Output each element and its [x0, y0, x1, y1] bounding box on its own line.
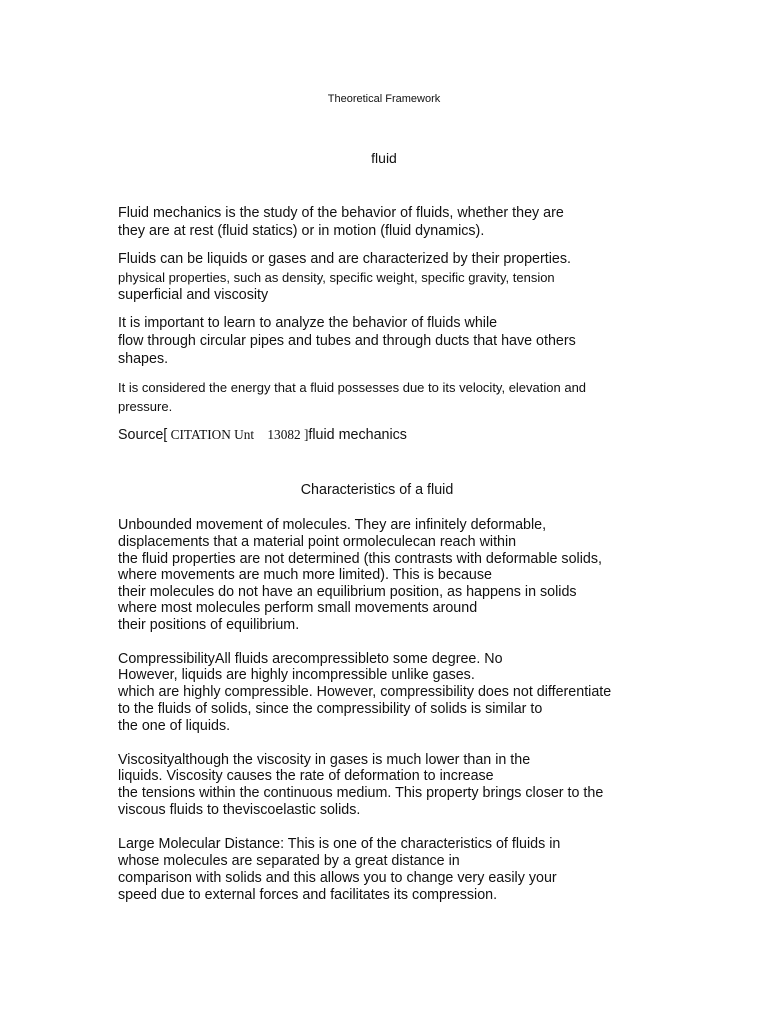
- paragraph-line: the one of liquids.: [118, 718, 231, 734]
- paragraph-line: shapes.: [118, 351, 169, 367]
- source-prefix: Source[: [118, 427, 168, 443]
- document-title: fluid: [371, 150, 397, 166]
- source-suffix: fluid mechanics: [308, 427, 407, 443]
- paragraph-line: Fluids can be liquids or gases and are characterized by their properties.: [118, 251, 571, 267]
- paragraph-line: liquids. Viscosity causes the rate of deformation to increase: [118, 768, 494, 784]
- paragraph-line: to the fluids of solids, since the compressibility of solids is similar to: [118, 701, 543, 717]
- paragraph-line: pressure.: [118, 399, 173, 414]
- paragraph-line: physical properties, such as density, specific weight, specific gravity, tension: [118, 270, 555, 285]
- paragraph-line: flow through circular pipes and tubes and through ducts that have others: [118, 333, 576, 349]
- paragraph-line: Large Molecular Distance: This is one of the characteristics of fluids in: [118, 836, 561, 852]
- citation-field: CITATION Unt 13082 ]: [167, 427, 309, 442]
- paragraph-line: the tensions within the continuous medium. This property brings closer to the: [118, 785, 604, 801]
- paragraph-line: Fluid mechanics is the study of the behavior of fluids, whether they are: [118, 205, 564, 221]
- paragraph-line: It is important to learn to analyze the behavior of fluids while: [118, 315, 498, 331]
- paragraph-line: comparison with solids and this allows you to change very easily your: [118, 870, 557, 886]
- paragraph-line: where movements are much more limited). This is because: [118, 567, 492, 583]
- paragraph-line: viscous fluids to theviscoelastic solids.: [118, 802, 361, 818]
- paragraph-line: the fluid properties are not determined (this contrasts with deformable solids,: [118, 551, 602, 567]
- paragraph-line: where most molecules perform small movements around: [118, 600, 478, 616]
- paragraph-line: Viscosityalthough the viscosity in gases is much lower than in the: [118, 752, 531, 768]
- paragraph-line: their molecules do not have an equilibrium position, as happens in solids: [118, 584, 577, 600]
- paragraph-line: However, liquids are highly incompressible unlike gases.: [118, 667, 475, 683]
- running-header: Theoretical Framework: [327, 93, 441, 105]
- paragraph-line: superficial and viscosity: [118, 287, 269, 303]
- paragraph-line: It is considered the energy that a fluid possesses due to its velocity, elevation and: [118, 380, 587, 395]
- paragraph-line: speed due to external forces and facilitates its compression.: [118, 887, 498, 903]
- paragraph-line: CompressibilityAll fluids arecompressibleto some degree. No: [118, 651, 503, 667]
- paragraph-line: they are at rest (fluid statics) or in motion (fluid dynamics).: [118, 223, 485, 239]
- paragraph-line: which are highly compressible. However, compressibility does not differentiate: [118, 684, 612, 700]
- paragraph-line: Unbounded movement of molecules. They are infinitely deformable,: [118, 517, 547, 533]
- paragraph-line: displacements that a material point ormoleculecan reach within: [118, 534, 517, 550]
- paragraph-line: whose molecules are separated by a great distance in: [118, 853, 460, 869]
- paragraph-line: their positions of equilibrium.: [118, 617, 300, 633]
- source-citation: [118, 426, 407, 444]
- section-title: Characteristics of a fluid: [300, 482, 454, 498]
